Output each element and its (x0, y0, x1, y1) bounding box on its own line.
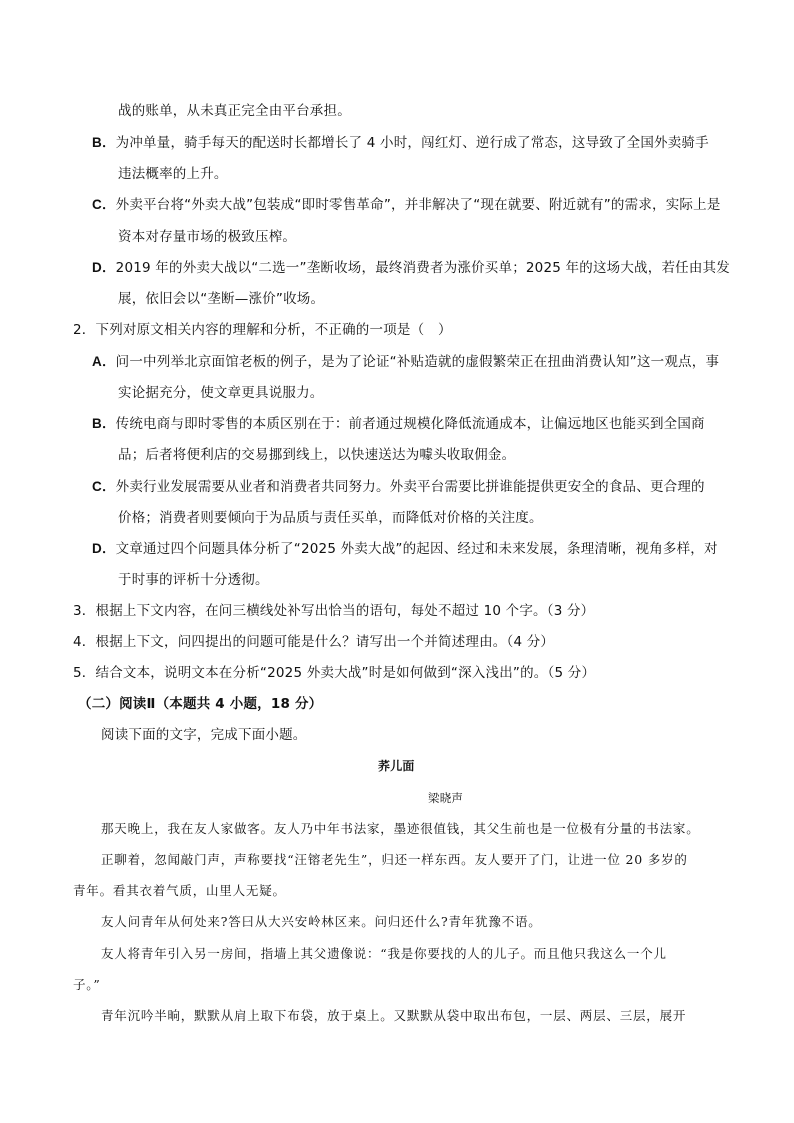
passage-paragraph-2-line1: 正聊着，忽闻敲门声，声称要找“汪镕老先生”，归还一样东西。友人要开了门，让进一位 20 多岁的 (101, 852, 688, 867)
passage-paragraph-5: 青年沉吟半晌，默默从肩上取下布袋，放于桌上。又默默从袋中取出布包，一层、两层、三层，展开 (101, 1008, 687, 1023)
passage-paragraph-2-line2: 青年。看其衣着气质，山里人无疑。 (73, 883, 286, 898)
q2-option-c-line2: 价格；消费者则要倾向于为品质与责任买单，而降低对价格的关注度。 (118, 510, 543, 526)
option-text: 传统电商与即时零售的本质区别在于：前者通过规模化降低流通成本，让偏远地区也能买到全国商 (115, 416, 705, 432)
q1-option-b-line1 (92, 133, 709, 153)
option-text: 2019 年的外卖大战以“二选一”垄断收场，最终消费者为涨价买单；2025 年的这场大战，若任由其发 (115, 260, 730, 276)
option-text: 文章通过四个问题具体分析了“2025 外卖大战”的起因、经过和未来发展，条理清晰，视角多样，对 (115, 541, 718, 557)
q2-option-c-line1 (92, 477, 705, 497)
passage-paragraph-1: 那天晚上，我在友人家做客。友人乃中年书法家，墨迹很值钱，其父生前也是一位极有分量的书法家。 (101, 821, 700, 836)
q5-stem: 5．结合文本，说明文本在分析“2025 外卖大战”时是如何做到“深入浅出”的。（5 分） (73, 665, 596, 681)
q2-option-a-line2: 实论据充分，使文章更具说服力。 (118, 385, 324, 401)
option-text: 问一中列举北京面馆老板的例子，是为了论证“补贴造就的虚假繁荣正在扭曲消费认知”这一观点，事 (115, 354, 720, 370)
q1-option-d-line2: 展，依旧会以“垄断—涨价”收场。 (118, 291, 325, 307)
q1-option-c-line2: 资本对存量市场的极致压榨。 (118, 229, 297, 245)
option-label: D． (92, 541, 116, 556)
passage-title: 荞儿面 (378, 759, 415, 773)
option-label: C． (92, 197, 116, 212)
q1-option-d-line1 (92, 258, 730, 278)
option-label: C． (92, 479, 116, 494)
section-instruction: 阅读下面的文字，完成下面小题。 (101, 727, 307, 743)
passage-author: 梁晓声 (428, 791, 464, 805)
q2-option-d-line1 (92, 539, 718, 559)
option-text: 外卖行业发展需要从业者和消费者共同努力。外卖平台需要比拼谁能提供更安全的食品、更合理的 (115, 479, 705, 495)
q2-stem: 2．下列对原文相关内容的理解和分析，不正确的一项是（ ） (73, 322, 452, 338)
option-label: D． (92, 260, 116, 275)
passage-paragraph-3: 友人问青年从何处来?答曰从大兴安岭林区来。问归还什么?青年犹豫不语。 (101, 914, 542, 929)
passage-paragraph-4-line1: 友人将青年引入另一房间，指墙上其父遗像说：“我是你要找的人的儿子。而且他只我这么一个儿 (101, 946, 667, 961)
option-label: B． (92, 135, 116, 150)
q4-stem: 4．根据上下文，问四提出的问题可能是什么？请写出一个并简述理由。（4 分） (73, 634, 555, 650)
q3-stem: 3．根据上下文内容，在问三横线处补写出恰当的语句，每处不超过 10 个字。（3 分） (73, 603, 595, 619)
option-text: 为冲单量，骑手每天的配送时长都增长了 4 小时，闯红灯、逆行成了常态，这导致了全国外卖骑手 (115, 135, 709, 151)
q1-option-a-continuation: 战的账单，从未真正完全由平台承担。 (118, 103, 351, 119)
option-label: A． (92, 354, 116, 369)
q2-option-b-line2: 品；后者将便利店的交易挪到线上，以快速送达为噱头收取佣金。 (118, 447, 516, 463)
passage-paragraph-4-line2: 子。” (73, 977, 101, 992)
q1-option-c-line1 (92, 195, 721, 215)
q2-option-a-line1 (92, 352, 719, 372)
option-label: B． (92, 416, 116, 431)
q2-option-d-line2: 于时事的评析十分透彻。 (118, 572, 269, 588)
option-text: 外卖平台将“外卖大战”包装成“即时零售革命”，并非解决了“现在就要、附近就有”的需求，实际上是 (115, 197, 721, 213)
q2-option-b-line1 (92, 414, 705, 434)
section-heading: （二）阅读Ⅱ（本题共 4 小题，18 分） (78, 696, 323, 712)
q1-option-b-line2: 违法概率的上升。 (118, 166, 228, 182)
